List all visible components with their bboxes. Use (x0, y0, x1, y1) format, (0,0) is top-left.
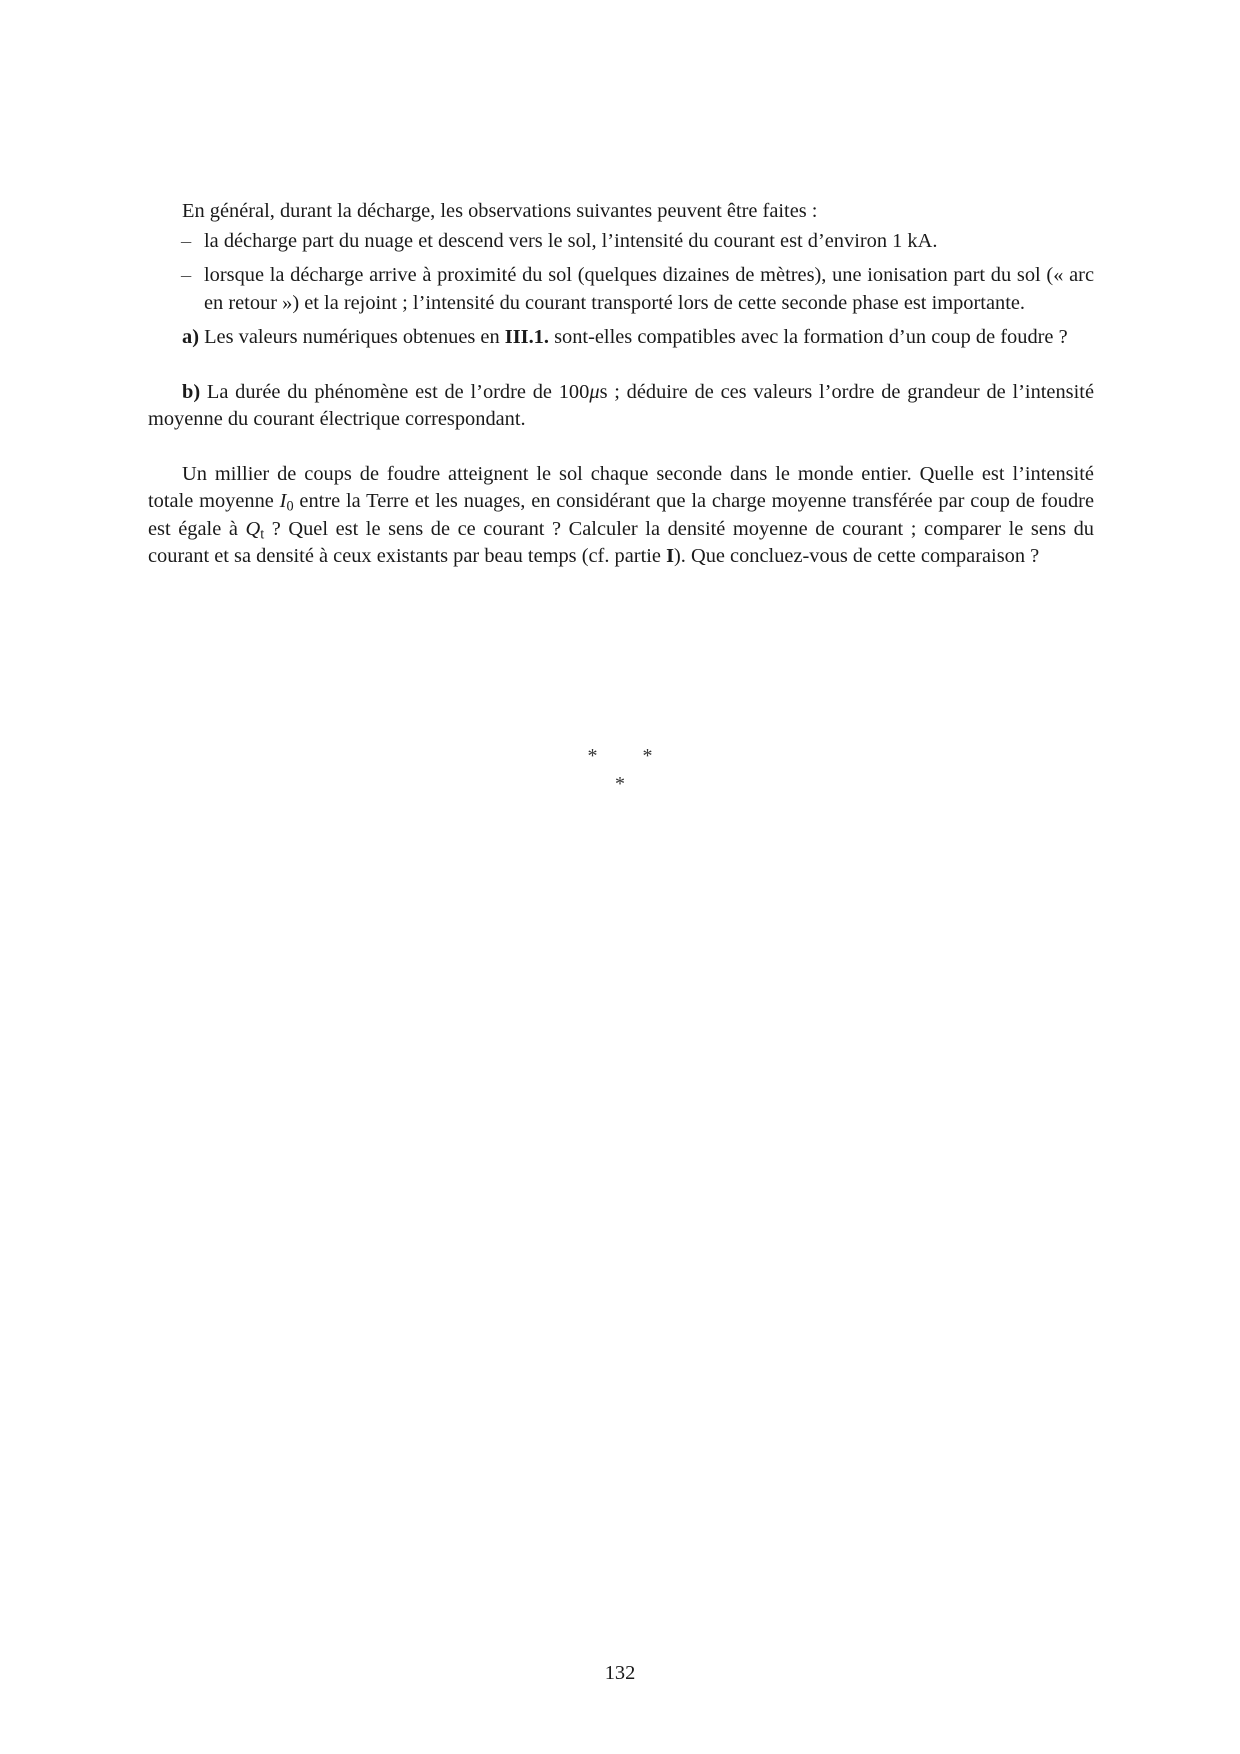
bullet-dash: – (181, 229, 192, 252)
observation-list (148, 228, 1094, 318)
lightning-paragraph (148, 461, 1094, 571)
list-item (148, 262, 1094, 317)
intro-sentence: En général, durant la décharge, les observations suivantes peuvent être faites : (182, 200, 818, 222)
question-a-text-1: Les valeurs numériques obtenues en (199, 326, 505, 348)
list-item-text: lorsque la décharge arrive à proximité du sol (quelques dizaines de mètres), une ionisation part du sol (« arc en retour ») et la rejoint ; l’intensité du courant transporté lors de cette seconde phase est importante. (204, 264, 1094, 314)
paragraph-text-1: Un millier de coups de foudre atteignent le sol chaque seconde dans le monde entier. Quelle est l’intensité totale moyenne (148, 462, 1094, 512)
paragraph-text-2: entre la Terre et les nuages, en considérant que la charge moyenne transférée par coup de foudre est égale à (148, 490, 1094, 540)
asterisk-row-1: * * (587, 745, 673, 767)
symbol-Q: Q (245, 517, 261, 540)
question-a-reference: III.1. (504, 326, 549, 348)
page-body (148, 198, 1094, 571)
question-a-text-2: sont-elles compatibles avec la formation d’un coup de foudre ? (548, 326, 1068, 348)
page-number: 132 (604, 1662, 636, 1684)
micro-symbol: μ (589, 380, 600, 403)
question-b-label: b) (182, 380, 201, 403)
question-b-text-1: La durée du phénomène est de l’ordre de 100 (200, 380, 590, 403)
paragraph-text-4: ). Que concluez-vous de cette comparaison ? (674, 545, 1040, 567)
symbol-Q-subscript: t (260, 526, 265, 543)
symbol-I: I (279, 490, 287, 512)
question-a (148, 324, 1094, 352)
list-item-text: la décharge part du nuage et descend vers le sol, l’intensité du courant est d’environ 1 kA. (204, 229, 938, 252)
end-of-section-marks (0, 742, 1240, 798)
paragraph-text-3: ? Quel est le sens de ce courant ? Calculer la densité moyenne de courant ; comparer le sens du courant et sa densité à ceux existants par beau temps (cf. partie (148, 517, 1094, 567)
paragraph-reference: I (666, 545, 674, 567)
bullet-dash: – (181, 264, 192, 286)
asterisk-row-2: * (615, 773, 625, 795)
question-b (148, 379, 1094, 434)
question-a-label: a) (182, 326, 199, 348)
question-b-text-2: s ; déduire de ces valeurs l’ordre de grandeur de l’intensité moyenne du courant électrique correspondant. (148, 380, 1094, 430)
list-item (148, 228, 1094, 256)
symbol-I-subscript: 0 (286, 498, 294, 515)
